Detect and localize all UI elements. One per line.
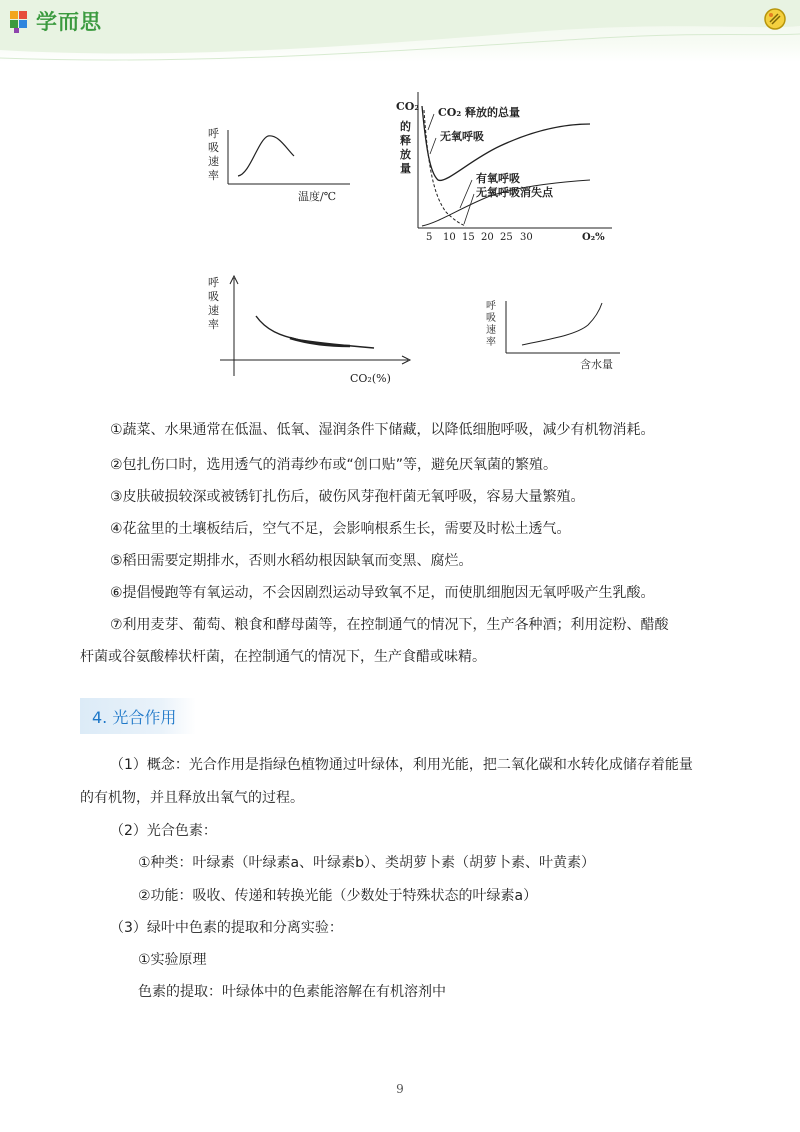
water-respiration-chart [480,295,630,375]
pointer-line [430,138,436,154]
ylabel-char: 呼 [208,276,219,289]
brand-logo-icon [8,8,32,34]
experiment-heading: （3）绿叶中色素的提取和分离实验： [110,920,343,936]
application-item-continuation: 杆菌或谷氨酸棒状杆菌，在控制通气的情况下，生产食醋或味精。 [80,649,486,665]
x-tick-label: 10 [443,232,456,243]
application-item: ⑥提倡慢跑等有氧运动，不会因剧烈运动导致氧不足，而使肌细胞因无氧呼吸产生乳酸。 [110,585,655,601]
application-item: ⑤稻田需要定期排水，否则水稻幼根因缺氧而变黑、腐烂。 [110,553,473,569]
header-wave-decoration [0,0,800,70]
pigments-heading: （2）光合色素： [110,823,217,839]
x-tick-label: 15 [462,232,475,243]
application-item: ⑦利用麦芽、葡萄、粮食和酵母菌等，在控制通气的情况下，生产各种酒；利用淀粉、醋酸 [110,617,669,633]
water-curve [522,303,602,345]
x-axis-label: 温度/℃ [298,190,337,203]
pigments-function: ②功能：吸收、传递和转换光能（少数处于特殊状态的叶绿素a） [138,888,538,904]
ylabel-char: 率 [208,169,219,182]
section-heading [80,698,196,734]
x-tick-label: 5 [426,232,433,243]
anaerobic-curve [424,110,466,226]
ylabel-char: 吸 [208,141,219,154]
section-title-text: 4. 光合作用 [92,708,177,727]
application-item: ④花盆里的土壤板结后，空气不足，会影响根系生长，需要及时松土透气。 [110,521,571,537]
ylabel-char: 吸 [208,290,219,303]
co2-respiration-chart [200,270,420,392]
x-axis-label: CO₂(%) [350,372,391,385]
ylabel-char: 量 [400,162,411,175]
ylabel-char: 的 [400,120,411,133]
curve-label-anaerobic: 无氧呼吸 [440,130,484,143]
ylabel-char: 呼 [486,301,496,312]
x-tick-label: 20 [481,232,494,243]
brand-logo[interactable] [8,6,102,36]
ylabel-char: 率 [486,337,496,348]
extraction-text: 色素的提取：叶绿体中的色素能溶解在有机溶剂中 [138,984,446,1000]
curve-label-disappear-point: 无氧呼吸消失点 [476,186,553,199]
pigments-types: ①种类：叶绿素（叶绿素a、叶绿素b）、类胡萝卜素（胡萝卜素、叶黄素） [138,855,596,871]
ylabel-char: 速 [208,304,219,317]
page-number: 9 [396,1082,404,1096]
application-item: ①蔬菜、水果通常在低温、低氧、湿润条件下储藏，以降低细胞呼吸，减少有机物消耗。 [110,422,655,438]
x-axis-label: O₂% [582,232,605,243]
curve-label-total: CO₂ 释放的总量 [438,106,520,119]
brand-name: 学而思 [36,10,102,34]
concept-text-continuation: 的有机物，并且释放出氧气的过程。 [80,790,304,806]
page-header [0,0,800,62]
ylabel-char: 速 [486,325,496,336]
ylabel-char: 呼 [208,127,219,140]
ylabel-char: 速 [208,155,219,168]
temperature-respiration-chart [200,120,370,210]
ylabel-char: 率 [208,318,219,331]
temperature-curve [238,136,294,176]
x-tick-label: 30 [520,232,533,243]
ylabel-char: 放 [400,148,411,161]
pointer-line [464,194,474,224]
application-item: ③皮肤破损较深或被锈钉扎伤后，破伤风芽孢杆菌无氧呼吸，容易大量繁殖。 [110,489,585,505]
x-tick-label: 25 [500,232,513,243]
pointer-line [460,180,472,208]
x-axis-label: 含水量 [580,358,613,371]
curve-label-aerobic: 有氧呼吸 [476,172,520,185]
application-item: ②包扎伤口时，选用透气的消毒纱布或“创口贴”等，避免厌氧菌的繁殖。 [110,457,558,473]
ylabel-char: 释 [400,134,411,147]
oxygen-co2-release-chart [390,88,630,248]
concept-text: （1）概念：光合作用是指绿色植物通过叶绿体，利用光能，把二氧化碳和水转化成储存着能量 [110,757,693,773]
pointer-line [428,114,434,130]
badge-icon[interactable] [762,6,788,36]
principle-heading: ①实验原理 [138,952,207,968]
ylabel-char: 吸 [486,313,496,324]
ylabel-char: CO₂ [396,100,420,113]
